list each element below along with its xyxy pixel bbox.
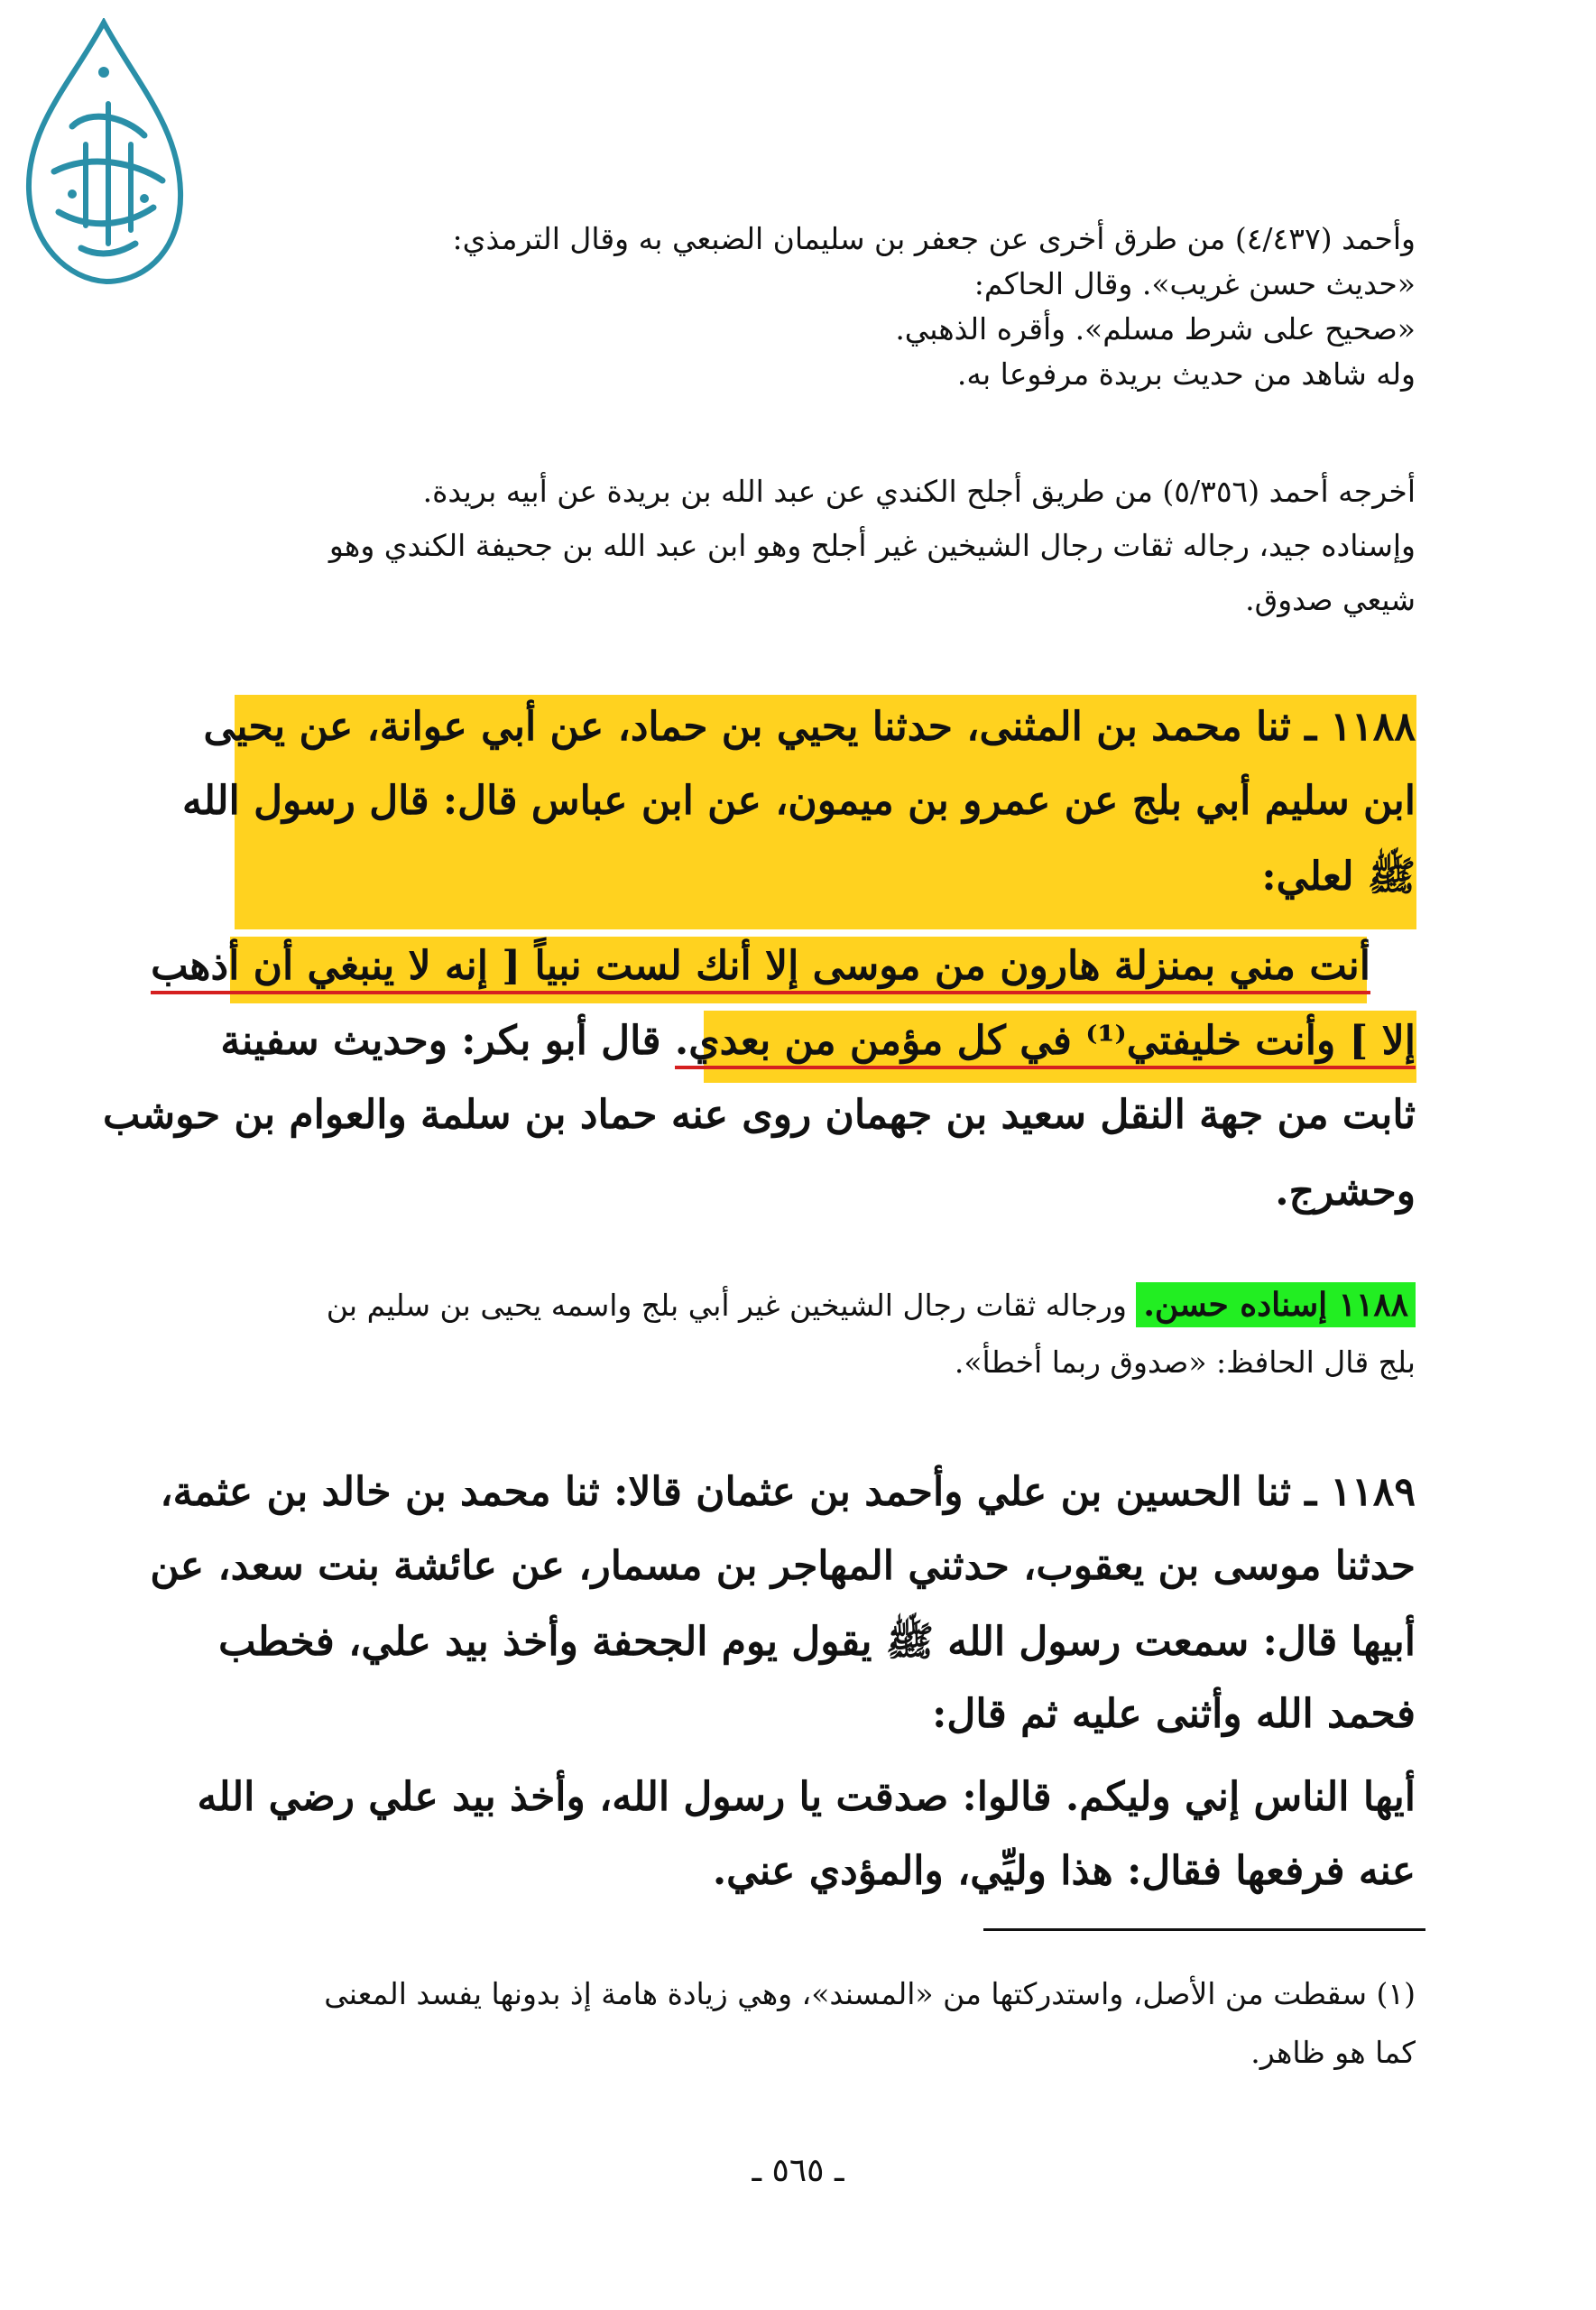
quote-highlight: إلا ] وأنت خليفتي⁽¹⁾ في كل مؤمن من بعدي. xyxy=(675,1018,1416,1069)
hadith-line: ابن سليم أبي بلج عن عمرو بن ميمون، عن ابن عباس قال: قال رسول الله xyxy=(181,778,1416,824)
text-line: وله شاهد من حديث بريدة مرفوعا به. xyxy=(956,356,1416,392)
hadith-line: ﷺ لعلي: xyxy=(1261,854,1416,900)
text-line: «حديث حسن غريب». وقال الحاكم: xyxy=(973,266,1416,301)
hadith-line: فحمد الله وأثنى عليه ثم قال: xyxy=(932,1691,1416,1737)
text-line: أخرجه أحمد (٥/٣٥٦) من طريق أجلح الكندي عن عبد الله بن بريدة عن أبيه بريدة. xyxy=(422,474,1416,509)
footnote-line: كما هو ظاهر. xyxy=(1250,2035,1416,2070)
hadith-line: ١١٨٨ ـ ثنا محمد بن المثنى، حدثنا يحيي بن حماد، عن أبي عوانة، عن يحيى xyxy=(203,704,1416,750)
quote-rest: قال أبو بكر: وحديث سفينة xyxy=(220,1018,661,1064)
note-line: بلج قال الحافظ: «صدوق ربما أخطأ». xyxy=(954,1344,1416,1380)
hadith-line: حدثنا موسى بن يعقوب، حدثني المهاجر بن مسمار، عن عائشة بنت سعد، عن xyxy=(150,1543,1416,1589)
text-line: وإسناده جيد، رجاله ثقات رجال الشيخين غير أجلح وهو ابن عبد الله بن جحيفة الكندي وهو xyxy=(328,528,1416,563)
quote-line: أنت مني بمنزلة هارون من موسى إلا أنك لست نبياً [ إنه لا ينبغي أن أذهب xyxy=(151,943,1370,994)
note-line xyxy=(327,1286,1416,1324)
quote-line: أيها الناس إني وليكم. قالوا: صدقت يا رسول الله، وأخذ بيد علي رضي الله xyxy=(197,1774,1416,1820)
note-label: ١١٨٨ إسناده حسن. xyxy=(1136,1282,1416,1327)
page-number: ـ ٥٦٥ ـ xyxy=(752,2152,844,2189)
quote-line: عنه فرفعها فقال: هذا وليِّي، والمؤدي عني. xyxy=(712,1848,1416,1894)
footnote-divider xyxy=(983,1928,1425,1931)
hadith-line: وحشرج. xyxy=(1275,1169,1416,1215)
hadith-line: ثابت من جهة النقل سعيد بن جهمان روى عنه حماد بن سلمة والعوام بن حوشب xyxy=(103,1092,1416,1138)
footnote-line: (١) سقطت من الأصل، واستدركتها من «المسند»، وهي زيادة هامة إذ بدونها يفسد المعنى xyxy=(324,1976,1416,2011)
note-text: ورجاله ثقات رجال الشيخين غير أبي بلج واسمه يحيى بن سليم بن xyxy=(326,1288,1127,1323)
hadith-line: ١١٨٩ ـ ثنا الحسين بن علي وأحمد بن عثمان قالا: ثنا محمد بن خالد بن عثمة، xyxy=(160,1469,1416,1515)
text-line: شيعي صدوق. xyxy=(1245,582,1416,617)
text-line: وأحمد (٤/٤٣٧) من طرق أخرى عن جعفر بن سليمان الضبعي به وقال الترمذي: xyxy=(452,221,1416,256)
hadith-line: أبيها قال: سمعت رسول الله ﷺ يقول يوم الجحفة وأخذ بيد علي، فخطب xyxy=(218,1619,1416,1665)
text-line: «صحيح على شرط مسلم». وأقره الذهبي. xyxy=(895,311,1416,346)
quote-line xyxy=(220,1018,1416,1064)
calligraphy-drop-logo-icon xyxy=(18,18,189,289)
